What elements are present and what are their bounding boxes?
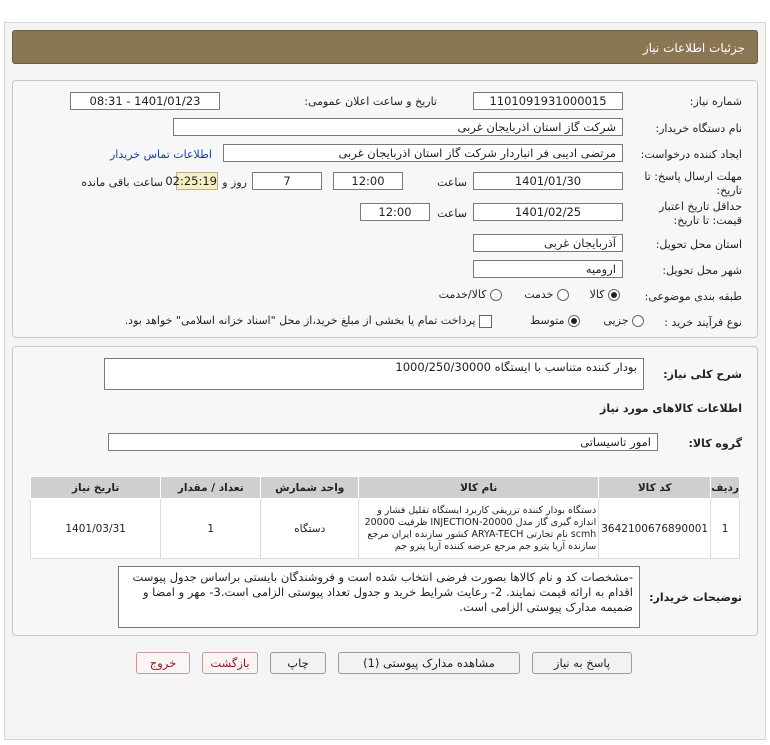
row-unit: دستگاه (261, 499, 359, 559)
city-label: شهر محل تحویل: (662, 264, 742, 277)
need-number-field: 1101091931000015 (473, 92, 623, 110)
table-row (31, 499, 740, 559)
validity-label: حداقل تاریخ اعتبار قیمت: تا تاریخ: (658, 200, 742, 227)
description-field: بودار کننده متناسب با ایستگاه 1000/250/30000 (104, 358, 644, 390)
row-index: 1 (711, 499, 740, 559)
back-button[interactable]: بازگشت (202, 652, 258, 674)
contact-buyer-link[interactable]: اطلاعات تماس خریدار (110, 148, 212, 161)
deadline-time-field: 12:00 (333, 172, 403, 190)
page-title: جزئیات اطلاعات نیاز (642, 41, 745, 55)
treasury-option[interactable] (125, 314, 492, 328)
description-label: شرح کلی نیاز: (663, 368, 742, 381)
city-field: ارومیه (473, 260, 623, 278)
announce-field: 1401/01/23 - 08:31 (70, 92, 220, 110)
province-field: آذربایجان غربی (473, 234, 623, 252)
category-both-label: کالا/خدمت (438, 288, 487, 301)
category-both-radio[interactable] (490, 289, 502, 301)
category-option-goods[interactable] (590, 288, 620, 301)
process-option-medium[interactable] (530, 314, 580, 327)
col-date: تاریخ نیاز (31, 477, 161, 499)
reply-button[interactable]: پاسخ به نیاز (532, 652, 632, 674)
category-service-label: خدمت (524, 288, 554, 301)
deadline-time-label: ساعت (437, 176, 467, 189)
goods-section-title: اطلاعات کالاهای مورد نیاز (600, 402, 742, 415)
days-field: 7 (252, 172, 322, 190)
creator-label: ایجاد کننده درخواست: (640, 148, 742, 161)
col-index: ردیف (711, 477, 740, 499)
category-goods-label: کالا (589, 288, 605, 301)
col-name: نام کالا (359, 477, 599, 499)
buyer-field: شرکت گاز استان اذربایجان غربی (173, 118, 623, 136)
remaining-label: ساعت باقی مانده (81, 176, 163, 189)
attachments-button[interactable]: مشاهده مدارک پیوستی (1) (338, 652, 520, 674)
remaining-time-field: 02:25:19 (165, 174, 217, 188)
buyer-notes-field: -مشخصات کد و نام کالاها بصورت فرضی انتخاب شده است و فروشندگان بایستی براساس جدول پیوست اقدام به ارائه قیمت نمایند. 2- رعایت شرایط خرید و جدول تعداد پیوستی الزامی است.3- مهر و امضا و ضمیمه مدارک پیوستی الزامی است. (118, 566, 640, 628)
validity-time-label: ساعت (437, 207, 467, 220)
row-name: دستگاه بودار کننده تزریقی کاربرد ایستگاه تقلیل فشار و اندازه گیری گاز مدل INJECTION-20000 ظرفیت 20000 scmh نام تجارتی ARYA-TECH کشور سازنده ایران مرجع سازنده آریا پترو جم مرجع عرضه کننده آریا پترو جم (359, 499, 599, 559)
need-number-label: شماره نیاز: (689, 95, 742, 108)
row-code: 3642100676890001 (599, 499, 711, 559)
col-unit: واحد شمارش (261, 477, 359, 499)
row-date: 1401/03/31 (31, 499, 161, 559)
process-medium-radio[interactable] (568, 315, 580, 327)
category-service-radio[interactable] (557, 289, 569, 301)
print-button[interactable]: چاپ (270, 652, 326, 674)
creator-field: مرتضی ادیبی فر انباردار شرکت گاز استان اذربایجان غربی (223, 144, 623, 162)
process-minor-radio[interactable] (632, 315, 644, 327)
goods-group-field: امور تاسیساتی (108, 433, 658, 451)
process-minor-label: جزیی (603, 314, 629, 327)
row-qty: 1 (161, 499, 261, 559)
category-label: طبقه بندی موضوعی: (644, 290, 742, 303)
process-option-minor[interactable] (603, 314, 644, 327)
page-header (12, 30, 758, 64)
deadline-label: مهلت ارسال پاسخ: تا تاریخ: (644, 170, 742, 197)
category-option-both[interactable] (439, 288, 502, 301)
goods-group-label: گروه کالا: (688, 437, 742, 450)
days-label: روز و (222, 176, 247, 189)
category-option-service[interactable] (524, 288, 569, 301)
treasury-checkbox[interactable] (479, 315, 492, 328)
buyer-label: نام دستگاه خریدار: (655, 122, 742, 135)
exit-button[interactable]: خروج (136, 652, 190, 674)
treasury-note: پرداخت تمام یا بخشی از مبلغ خرید،از محل "اسناد خزانه اسلامی" خواهد بود. (124, 314, 476, 327)
buyer-notes-label: توضیحات خریدار: (649, 591, 742, 604)
process-medium-label: متوسط (529, 314, 565, 327)
announce-label: تاریخ و ساعت اعلان عمومی: (304, 95, 437, 108)
deadline-date-field: 1401/01/30 (473, 172, 623, 190)
province-label: استان محل تحویل: (655, 238, 742, 251)
validity-time-field: 12:00 (360, 203, 430, 221)
validity-date-field: 1401/02/25 (473, 203, 623, 221)
col-qty: تعداد / مقدار (161, 477, 261, 499)
col-code: کد کالا (599, 477, 711, 499)
goods-table (30, 476, 740, 559)
process-label: نوع فرآیند خرید : (664, 316, 742, 329)
goods-table-header (31, 477, 740, 499)
category-goods-radio[interactable] (608, 289, 620, 301)
